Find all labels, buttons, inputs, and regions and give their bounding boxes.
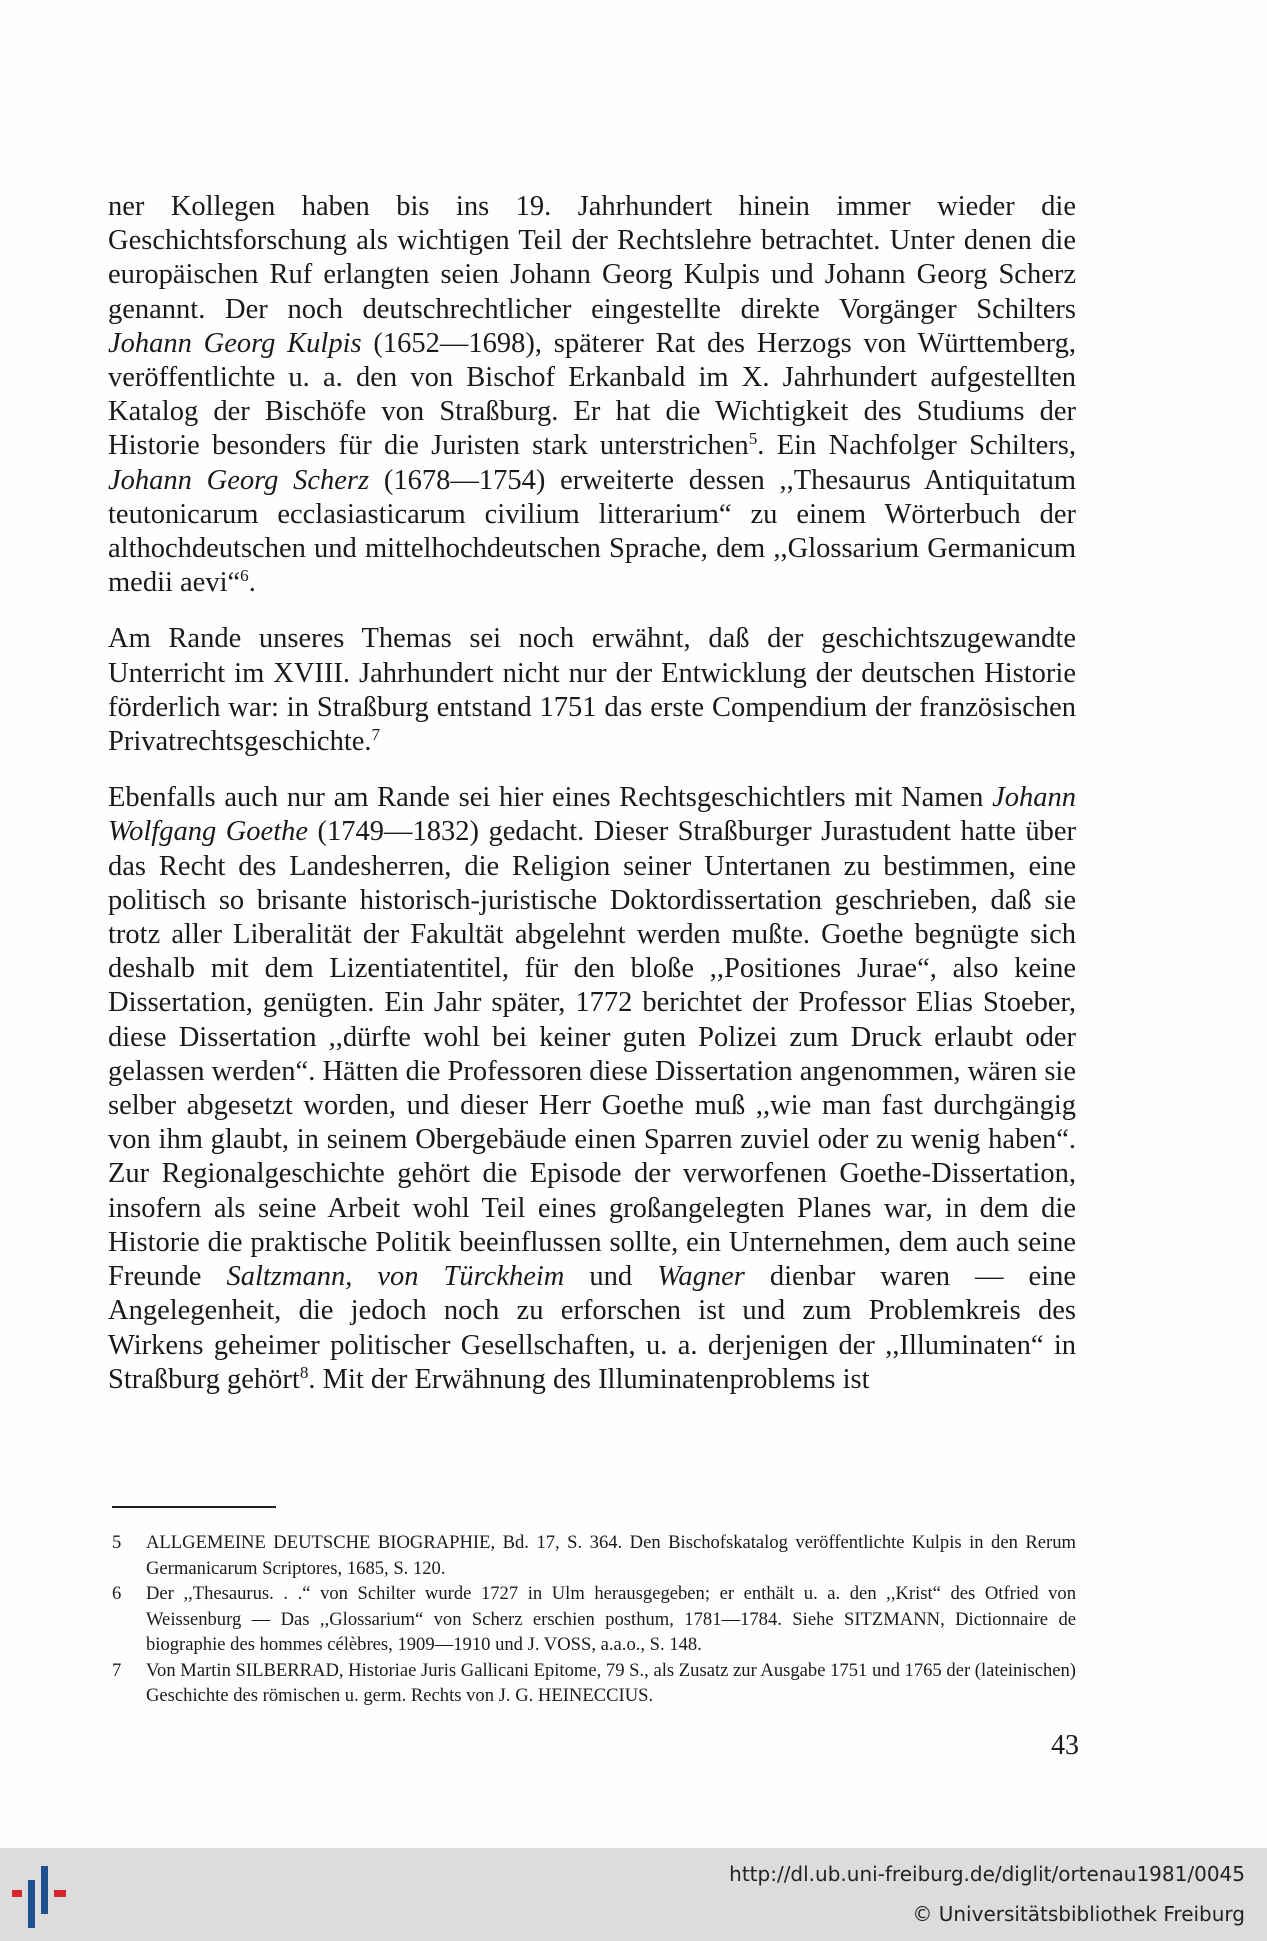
copyright-notice: © Universitätsbibliothek Freiburg	[912, 1902, 1245, 1926]
page-number: 43	[1051, 1730, 1079, 1761]
text-run: . Ein Nachfolger Schilters,	[757, 430, 1076, 462]
name-saltzmann-tuerckheim: Saltzmann, von Türckheim	[226, 1261, 565, 1293]
footnote-ref-6: 6	[240, 565, 249, 585]
footnote-text: ALLGEMEINE DEUTSCHE BIOGRAPHIE, Bd. 17, S. 364. Den Bischofskatalog veröffentlichte Kulpis in den Rerum Germanicarum Scriptores, 1685, S. 120.	[146, 1532, 1076, 1579]
source-url-link[interactable]: http://dl.ub.uni-freiburg.de/diglit/ortenau1981/0045	[729, 1862, 1245, 1886]
text-run: und	[564, 1261, 658, 1293]
name-kulpis: Johann Georg Kulpis	[108, 327, 362, 359]
text-run: .	[248, 567, 256, 599]
footnote-ref-5: 5	[748, 429, 758, 449]
footnote-divider	[112, 1506, 276, 1508]
paragraph-2	[108, 622, 1076, 759]
text-run: dienbar waren — eine Angelegenheit, die jedoch noch zu erforschen ist und zum Problemkreis des Wirkens geheimer politischer Gesellschaften, u. a. derjenigen der ,,Illuminaten“ in Straßburg gehört	[108, 1261, 1077, 1395]
name-goethe: Johann Wolfgang Goethe	[108, 782, 1076, 848]
text-run: ner Kollegen haben bis ins 19. Jahrhundert hinein immer wieder die Geschichtsforschung als wichtigen Teil der Rechtslehre betrachtet. Unter denen die europäischen Ruf erlangten seien Johann Georg Kulpis und Johann Georg Scherz genannt. Der noch deutschrechtlicher eingestellte direkte Vorgänger Schilters	[108, 191, 1076, 325]
footnote-ref-8: 8	[299, 1362, 309, 1382]
paragraph-1	[108, 190, 1076, 600]
footnote-number: 6	[112, 1583, 122, 1604]
footnotes	[112, 1530, 1076, 1709]
footnote-number: 7	[112, 1659, 122, 1681]
text-run: Ebenfalls auch nur am Rande sei hier eines Rechtsgeschichtlers mit Namen	[108, 782, 993, 814]
ub-freiburg-logo-icon	[12, 1866, 82, 1928]
footnote-number: 5	[112, 1532, 122, 1553]
text-run: (1749—1832) gedacht. Dieser Straßburger Jurastudent hatte über das Recht des Landesherren, die Religion seiner Untertanen zu bestimmen, eine politisch so brisante historisch-juristische Doktordissertation geschrieben, daß sie trotz aller Liberalität der Fakultät abgelehnt werden mußte. Goethe begnügte sich deshalb mit dem Lizentiatentitel, für den bloße ,,Positiones Jurae“, also keine Dissertation, genügten. Ein Jahr später, 1772 berichtet der Professor Elias Stoeber, diese Dissertation ,,dürfte wohl bei keiner guten Polizei zum Druck erlaubt oder gelassen werden“. Hätten die Professoren diese Dissertation angenommen, wären sie selber abgesetzt worden, und dieser Herr Goethe muß ,,wie man fast durchgängig von ihm glaubt, in seinem Obergebäude einen Sparren zuviel oder zu wenig haben“. Zur Regionalgeschichte gehört die Episode der verworfenen Goethe-Dissertation, insofern als seine Arbeit wohl Teil eines großangelegten Planes war, in dem die Historie die praktische Politik beeinflussen sollte, ein Unternehmen, dem auch seine Freunde	[108, 816, 1076, 1293]
text-run: (1678—1754) erweiterte dessen ,,Thesaurus Antiquitatum teutonicarum ecclasiasticarum civilium litterarium“ zu einem Wörterbuch der althochdeutschen und mittelhochdeutschen Sprache, dem ,,Glossarium Germanicum medii aevi“	[108, 464, 1076, 599]
text-run: (1652—1698), späterer Rat des Herzogs von Württemberg, veröffentlichte u. a. den von Bischof Erkanbald im X. Jahrhundert aufgestellten Katalog der Bischöfe von Straßburg. Er hat die Wichtigkeit des Studiums der Historie besonders für die Juristen stark unterstrichen	[108, 327, 1076, 462]
name-scherz: Johann Georg Scherz	[108, 464, 370, 496]
footnote-6	[112, 1581, 1076, 1658]
paragraph-3	[108, 781, 1076, 1397]
footnote-5	[112, 1530, 1076, 1581]
text-run: Am Rande unseres Themas sei noch erwähnt, daß der geschichtszugewandte Unterricht im XVIII. Jahrhundert nicht nur der Entwicklung der deutschen Historie förderlich war: in Straßburg entstand 1751 das erste Compendium der französischen Privatrechtsgeschichte.	[108, 623, 1076, 758]
footnote-text: Der ,,Thesaurus. . .“ von Schilter wurde 1727 in Ulm herausgegeben; er enthält u. a. den ,,Krist“ des Otfried von Weissenburg — Das ,,Glossarium“ von Scherz erschien posthum, 1781—1784. Siehe SITZMANN, Dictionnaire de biographie des hommes célèbres, 1909—1910 und J. VOSS, a.a.o., S. 148.	[146, 1583, 1076, 1655]
footnote-7	[112, 1658, 1076, 1709]
footnote-text: Von Martin SILBERRAD, Historiae Juris Gallicani Epitome, 79 S., als Zusatz zur Ausgabe 1751 und 1765 der (lateinischen) Geschichte des römischen u. germ. Rechts von J. G. HEINECCIUS.	[146, 1659, 1076, 1706]
footer-bar	[0, 1848, 1267, 1941]
name-wagner: Wagner	[657, 1261, 745, 1293]
text-run: . Mit der Erwähnung des Illuminatenproblems ist	[308, 1363, 870, 1395]
footnote-ref-7: 7	[371, 724, 381, 744]
body-text	[108, 190, 1076, 1419]
